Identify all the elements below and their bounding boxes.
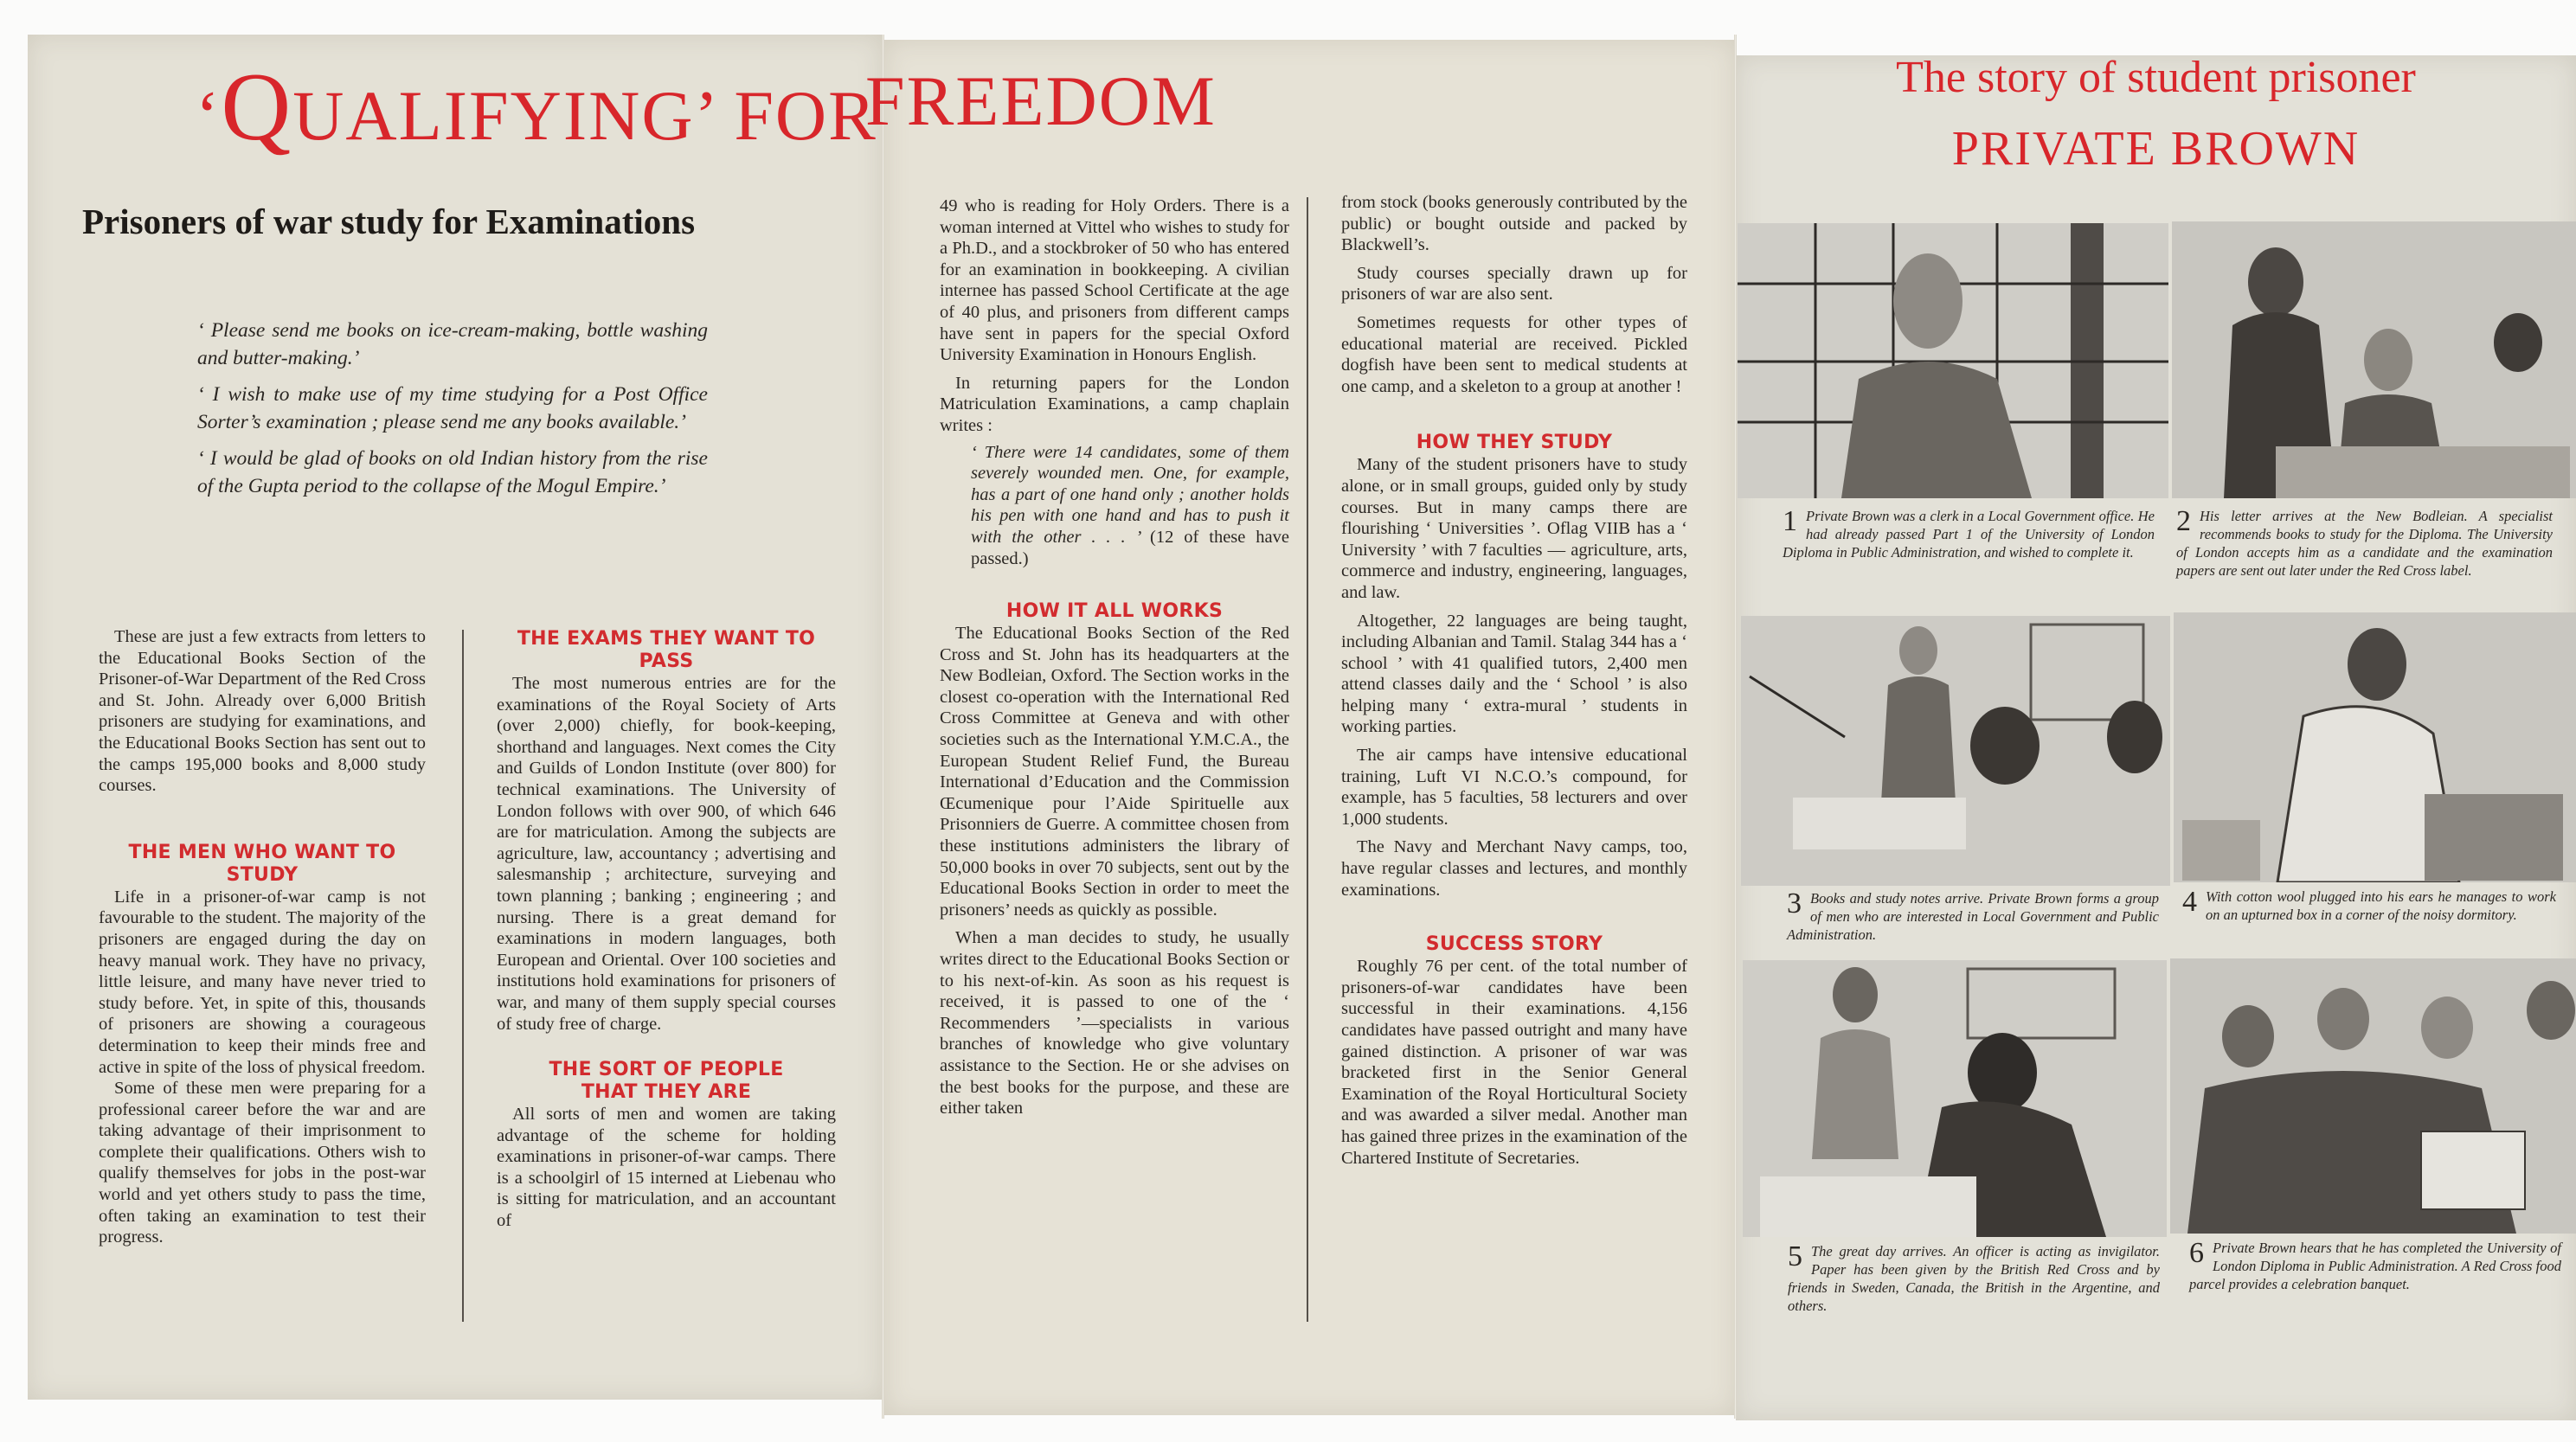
caption-number: 2 [2176,505,2191,537]
caption-5 [1788,1242,2160,1315]
caption-6 [2189,1239,2561,1293]
paragraph: Some of these men were preparing for a professional career before the war and are taking advantage of their imprisonment to complete their qualifications. Others wish to qualify themselves for jobs in the post-war world and yet others study to pass the time, often taking an examination to test their progress. [99,1079,426,1247]
column-divider [1307,197,1308,1322]
caption-text: The great day arrives. An officer is acting as invigilator. Paper has been given by the British Red Cross and by friends in Sweden, Canada, the British in the Argentine, and others. [1788,1243,2160,1314]
heading-line: THAT THEY ARE [581,1081,752,1104]
paragraph: In returning papers for the London Matriculation Examinations, a camp chaplain writes : [940,373,1289,435]
column-2 [497,628,836,1232]
illustration-1-soldier-behind-wire [1738,223,2168,498]
illustration-6-celebration [2170,958,2576,1234]
section-heading: HOW IT ALL WORKS [1005,600,1224,623]
illustration-3-teaching-group [1741,616,2170,886]
paragraph: Study courses specially drawn up for prisoners of war are also sent. [1341,263,1687,304]
caption-text: Private Brown hears that he has completed the University of London Diploma in Public Administration. A Red Cross food parcel provides a celebration banquet. [2189,1240,2561,1292]
caption-number: 3 [1787,888,1802,920]
section-heading: THE MEN WHO WANT TO STUDY [128,841,396,886]
caption-text: His letter arrives at the New Bodleian. A specialist recommends books to study for the Diploma. The University of London accepts him as a candidate and the examination papers are sent out later under the Red Cross label. [2176,508,2553,579]
story-subtitle: PRIVATE BROWN [1951,122,2361,176]
quote-note: (12 of these have passed.) [971,527,1289,568]
illustration-5-exam [1743,960,2167,1237]
quote-text: ‘ There were 14 candidates, some of them severely wounded men. One, for example, has a part of one hand only ; another holds his pen with one hand and has to push it with the other . . . ’ [971,442,1289,547]
intro-paragraph: These are just a few extracts from letters to the Educational Books Section of the Prisoner-of-War Department of the Red Cross and St. John. Already over 6,000 British prisoners are studying for examinations, and the Educational Books Section has sent out to the camps 195,000 books and 8,000 study courses. [99,627,426,796]
caption-number: 4 [2182,886,2197,918]
paragraph: The Educational Books Section of the Red Cross and St. John has its headquarters at the New Bodleian, Oxford. The Section works in the closest co-operation with the International Red Cross Committee at Geneva and with other societies such as the International Y.M.C.A., the European Student Relief Fund, the Bureau International d’Education and the Commission Œcumenique pour l’Aide Spirituelle aux Prisonniers de Guerre. A committee chosen from these institutions administers the library of 50,000 books in over 70 subjects, sent out by the Educational Books Section in order to meet the prisoners’ needs as quickly as possible. [940,624,1289,920]
paragraph: Many of the student prisoners have to study alone, or in small groups, guided only by study courses. But in many camps there are flourishing ‘ Universities ’. Oflag VIIB has a ‘ University ’ with 7 faculties — agriculture, arts, commerce and industry, engineering, languages, and law. [1341,455,1687,602]
column-4 [1341,192,1687,1169]
caption-number: 1 [1783,505,1797,537]
chaplain-quote [940,442,1289,570]
subtitle: Prisoners of war study for Examinations [82,202,696,241]
column-divider [462,630,464,1322]
quote: ‘ Please send me books on ice-cream-making, bottle washing and butter-making.’ [197,319,708,369]
main-title-part1: ‘QUALIFYING’ FOR [196,54,877,161]
caption-text: Books and study notes arrive. Private Brown forms a group of men who are interested in Local Government and Public Administration. [1787,890,2159,943]
quote: ‘ I would be glad of books on old Indian history from the rise of the Gupta period to the collapse of the Mogul Empire.’ [197,447,708,497]
caption-1 [1783,507,2155,561]
illustration-4-studying-in-dormitory [2174,612,2576,882]
fold-line [882,35,884,1419]
paragraph: from stock (books generously contributed by the public) or bought outside and packed by Blackwell’s. [1341,193,1687,255]
illustration-2-librarians [2172,221,2576,498]
paragraph: When a man decides to study, he usually writes direct to the Educational Books Section or to his next-of-kin. As soon as his request is received, it is passed to one of the ‘ Recommenders ’—specialists in various branches of knowledge who give voluntary assistance to the Section. He or she advises on the best books for the purpose, and these are either taken [940,928,1289,1118]
story-title: The story of student prisoner [1896,53,2416,102]
column-3 [940,195,1289,1119]
paragraph: The air camps have intensive educational training, Luft VI N.C.O.’s compound, for example, has 5 faculties, 58 lecturers and over 1,000 students. [1341,746,1687,829]
paragraph: 49 who is reading for Holy Orders. There is a woman interned at Vittel who wishes to study for a Ph.D., and a stockbroker of 50 who has entered for an examination in bookkeeping. A civilian internee has passed School Certificate at the age of 40 plus, and prisoners from different camps have sent in papers for the special Oxford University Examination in Honours English. [940,196,1289,365]
paragraph: Life in a prisoner-of-war camp is not favourable to the student. The majority of the prisoners are engaged during the day on heavy manual work. They have no privacy, little leisure, and many have never tried to study before. Yet, in spite of this, thousands of prisoners are showing a courageous determination to keep their minds free and active in spite of the loss of physical freedom. [99,887,426,1077]
paragraph: Sometimes requests for other types of educational material are received. Pickled dogfish have been sent to medical students at one camp, and a skeleton to a group at another ! [1341,312,1687,396]
paragraph: Altogether, 22 languages are being taught, including Albanian and Tamil. Stalag 344 has a ‘ school ’ with 41 qualified tutors, 2,400 men attend classes daily and the ‘ School ’ is also helping many ‘ extra-mural ’ students in working parties. [1341,611,1687,737]
caption-2 [2176,507,2553,580]
caption-text: Private Brown was a clerk in a Local Government office. He had already passed Part 1 of the University of London Diploma in Public Administration, and wished to complete it. [1783,508,2155,561]
caption-number: 6 [2189,1237,2204,1269]
fold-line [1734,35,1737,1419]
section-heading [497,1059,836,1104]
paragraph: Roughly 76 per cent. of the total number of prisoners-of-war candidates have been successful in their examinations. 4,156 candidates have passed outright and many have gained distinction. A prisoner of war was bracketed first in the Senior General Examination of the Royal Horticultural Society and was awarded a silver medal. Another man has gained three prizes in the examination of the Chartered Institute of Secretaries. [1341,957,1687,1168]
caption-3 [1787,889,2159,944]
paragraph: The Navy and Merchant Navy camps, too, have regular classes and lectures, and monthly examinations. [1341,837,1687,900]
column-1 [99,626,426,1248]
caption-number: 5 [1788,1240,1802,1272]
section-heading: THE EXAMS THEY WANT TO PASS [517,628,816,672]
caption-4 [2182,888,2556,924]
main-title-part2: FREEDOM [865,61,1217,140]
paragraph: All sorts of men and women are taking advantage of the scheme for holding examinations in prisoner-of-war camps. There is a schoolgirl of 15 interned at Liebenau who is sitting for matriculation, and an accountant of [497,1105,836,1231]
section-heading: HOW THEY STUDY [1416,432,1613,454]
quote: ‘ I wish to make use of my time studying for a Post Office Sorter’s examination ; please send me any books available.’ [197,383,708,433]
letter-quotes [197,317,708,509]
heading-line: THE SORT OF PEOPLE [549,1059,784,1081]
caption-text: With cotton wool plugged into his ears he manages to work on an upturned box in a corner of the noisy dormitory. [2206,888,2556,923]
section-heading: SUCCESS STORY [1425,933,1603,956]
paragraph: The most numerous entries are for the examinations of the Royal Society of Arts (over 2,000) chiefly, for book-keeping, shorthand and languages. Next comes the City and Guilds of London Institute (over 800) for technical examinations. The University of London follows with over 900, of which 646 are for matriculation. Among the subjects are agriculture, law, accountancy ; advertising and salesmanship ; architecture, surveying and town planning ; banking ; engineering ; and nursing. There is a great demand for examinations in modern languages, both European and Oriental. Over 100 societies and institutions hold examinations for prisoners of war, and many of them supply special courses of study free of charge. [497,674,836,1034]
